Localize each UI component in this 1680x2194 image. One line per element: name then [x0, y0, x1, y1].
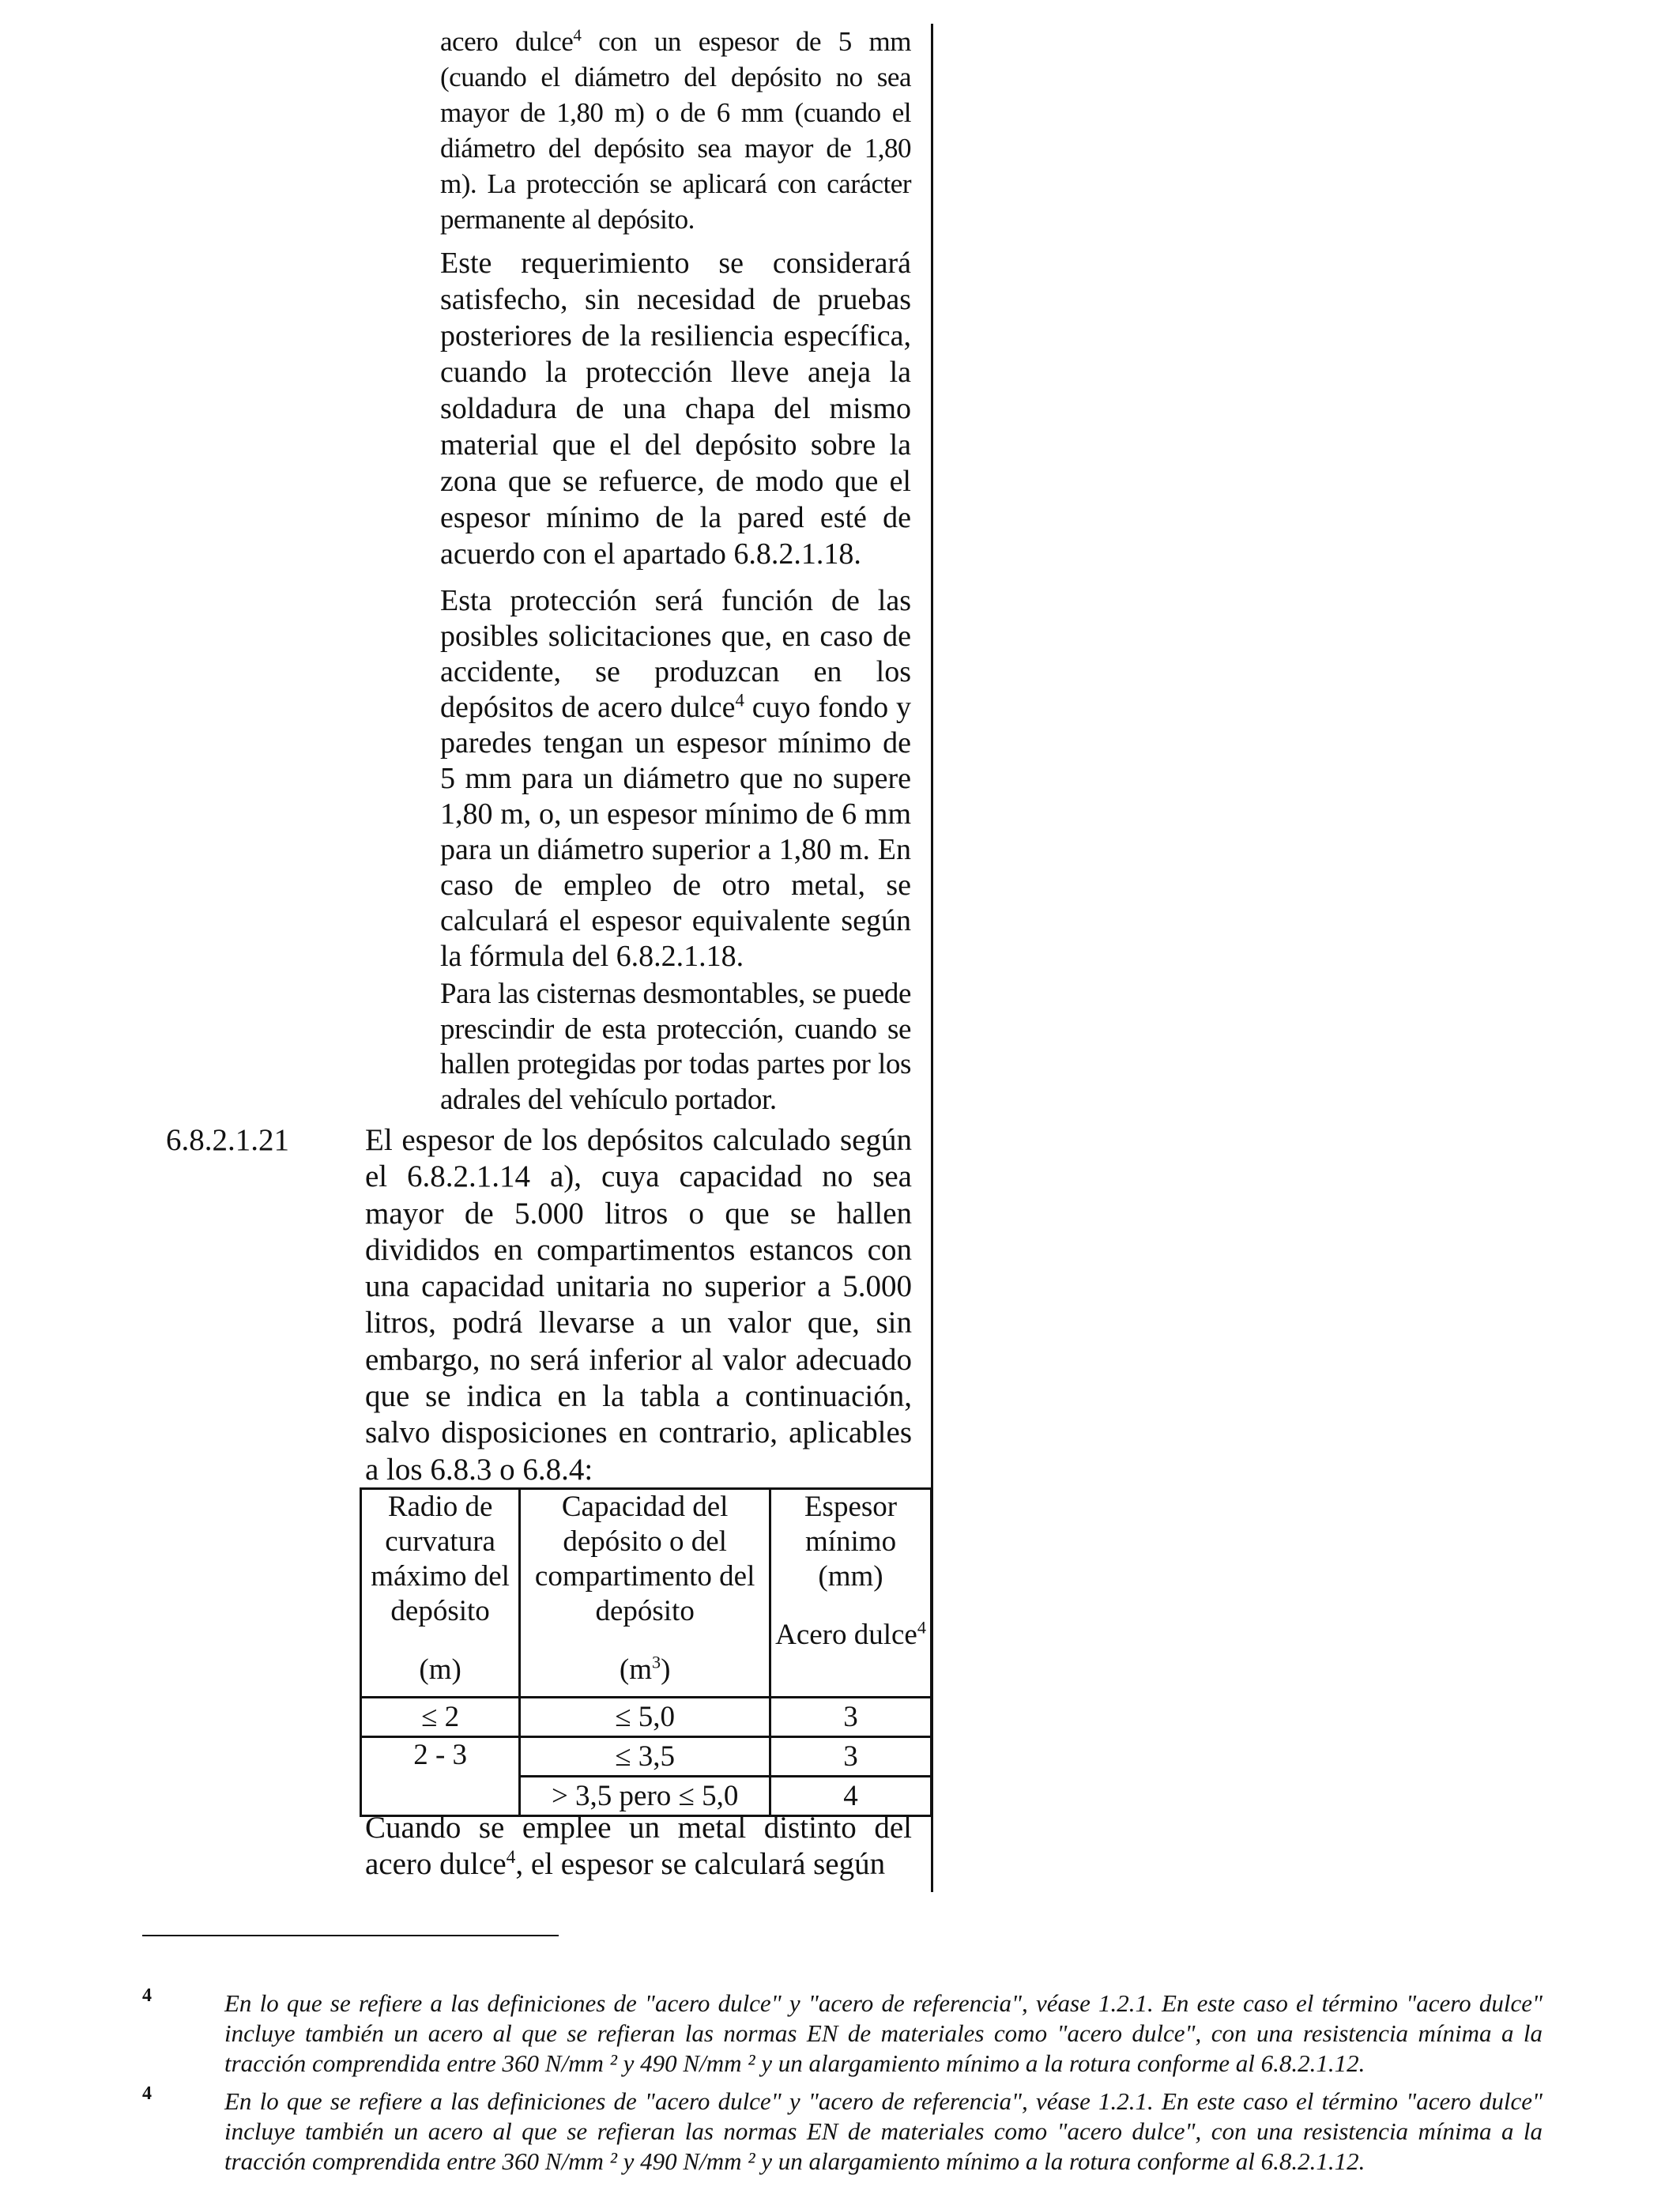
- footnote-mark: 4: [142, 1985, 152, 2006]
- paragraph-protection-thickness: acero dulce$^4$ con un espesor de 5 mm (cuando el diámetro del depósito no sea mayor de 1,80 m) o de 6 mm (cuando el diámetro del depósito sea mayor de 1,80 m). La protección se aplicará con carácter permanente al depósito.: [440, 25, 912, 235]
- cell-thickness: 3: [770, 1698, 932, 1737]
- header-radius: Radio de curvatura máximo del depósito (m): [361, 1489, 520, 1698]
- cell-radius: 2 - 3: [361, 1737, 520, 1816]
- thickness-table: [360, 1487, 932, 1817]
- cell-thickness: 4: [770, 1777, 932, 1816]
- footnote-ref: 4: [506, 1847, 516, 1868]
- footnote-text: En lo que se refiere a las definiciones de "acero dulce" y "acero de referencia", véase 1.2.1. En este caso el término "acero dulce" incluye también un acero al que se refieran las normas EN de materiales como "acero dulce", con una resistencia mínima a la tracción comprendida entre 360 N/mm ² y 490 N/mm ² y un alargamiento mínimo a la rotura conforme al 6.8.2.1.12.: [224, 2087, 1543, 2175]
- table-row: [361, 1737, 932, 1777]
- cell-capacity: > 3,5 pero ≤ 5,0: [520, 1777, 770, 1816]
- table-row: [361, 1698, 932, 1737]
- paragraph-protection-function: Esta protección será función de las posibles solicitaciones que, en caso de accidente, se produzcan en los depósitos de acero dulce$^4$ cuyo fondo y paredes tengan un espesor mínimo de 5 mm para un diámetro que no supere 1,80 m, o, un espesor mínimo de 6 mm para un diámetro superior a 1,80 m. En caso de empleo de otro metal, se calculará el espesor equivalente según la fórmula del 6.8.2.1.18.: [440, 584, 911, 973]
- header-material: Acero dulce$^4$: [775, 1617, 926, 1651]
- footnote-text: En lo que se refiere a las definiciones de "acero dulce" y "acero de referencia", véase 1.2.1. En este caso el término "acero dulce" incluye también un acero al que se refieran las normas EN de materiales como "acero dulce", con una resistencia mínima a la tracción comprendida entre 360 N/mm ² y 490 N/mm ² y un alargamiento mínimo a la rotura conforme al 6.8.2.1.12.: [224, 1989, 1543, 2077]
- unit-capacity: $(m^3)$: [619, 1652, 671, 1686]
- cell-capacity: ≤ 3,5: [520, 1737, 770, 1777]
- footnote-separator: [142, 1935, 559, 1936]
- paragraph-other-metal: Cuando se emplee un metal distinto del acero dulce$^4$, el espesor se calculará según: [365, 1811, 912, 1881]
- footnote-ref: 4: [735, 690, 744, 711]
- cell-radius: ≤ 2: [361, 1698, 520, 1737]
- cell-capacity: ≤ 5,0: [520, 1698, 770, 1737]
- header-capacity: Capacidad del depósito o del compartimento del depósito $(m^3)$: [520, 1489, 770, 1698]
- header-thickness: Espesor mínimo (mm) Acero dulce$^4$: [770, 1489, 932, 1698]
- section-number: 6.8.2.1.21: [166, 1123, 289, 1157]
- table-header-row: [361, 1489, 932, 1698]
- footnote-ref: 4: [573, 25, 582, 45]
- unit-radius: (m): [419, 1653, 461, 1686]
- footnote-mark: 4: [142, 2083, 152, 2104]
- paragraph-requirement: Este requerimiento se considerará satisfecho, sin necesidad de pruebas posteriores de la resiliencia específica, cuando la protección lleve aneja la soldadura de una chapa del mismo material que el del depósito sobre la zona que se refuerce, de modo que el espesor mínimo de la pared esté de acuerdo con el apartado 6.8.2.1.18.: [440, 247, 911, 571]
- section-text: El espesor de los depósitos calculado según el 6.8.2.1.14 a), cuya capacidad no sea mayor de 5.000 litros o que se hallen divididos en compartimentos estancos con una capacidad unitaria no superior a 5.000 litros, podrá llevarse a un valor que, sin embargo, no será inferior al valor adecuado que se indica en la tabla a continuación, salvo disposiciones en contrario, aplicables a los 6.8.3 o 6.8.4:: [365, 1123, 912, 1487]
- paragraph-removable-tanks: Para las cisternas desmontables, se puede prescindir de esta protección, cuando se hallen protegidas por todas partes por los adrales del vehículo portador.: [440, 978, 911, 1116]
- cell-thickness: 3: [770, 1737, 932, 1777]
